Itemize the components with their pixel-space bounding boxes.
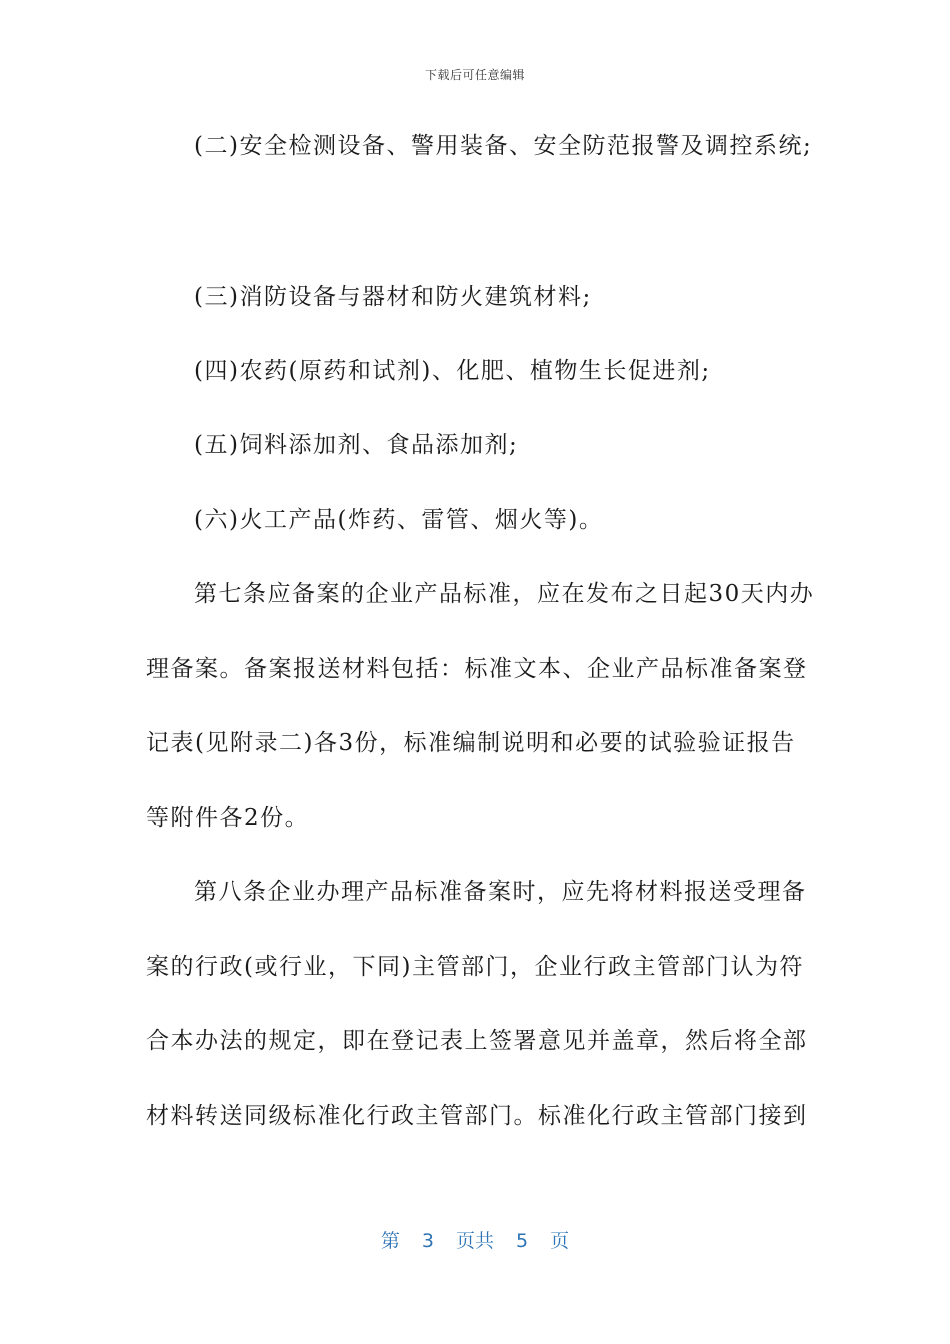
footer-current-page: 3 [421, 1230, 434, 1252]
text-line-3: (四)农药(原药和试剂)、化肥、植物生长促进剂; [194, 358, 711, 384]
text-line-5: (六)火工产品(炸药、雷管、烟火等)。 [194, 507, 604, 533]
page-footer [0, 1226, 950, 1253]
text-line-1: (二)安全检测设备、警用装备、安全防范报警及调控系统; [194, 133, 813, 159]
text-line-12: 合本办法的规定，即在登记表上签署意见并盖章，然后将全部 [146, 1028, 808, 1054]
footer-total-pages: 5 [516, 1230, 529, 1252]
text-line-6: 第七条应备案的企业产品标准，应在发布之日起30天内办 [194, 581, 815, 607]
text-line-7: 理备案。备案报送材料包括：标准文本、企业产品标准备案登 [146, 656, 808, 682]
page-header: 下载后可任意编辑 [424, 68, 525, 82]
text-line-13: 材料转送同级标准化行政主管部门。标准化行政主管部门接到 [146, 1103, 808, 1129]
text-line-2: (三)消防设备与器材和防火建筑材料; [194, 284, 592, 310]
text-line-4: (五)饲料添加剂、食品添加剂; [194, 432, 519, 458]
text-line-11: 案的行政(或行业，下同)主管部门，企业行政主管部门认为符 [146, 954, 804, 980]
text-line-10: 第八条企业办理产品标准备案时，应先将材料报送受理备 [194, 879, 807, 905]
text-line-8: 记表(见附录二)各3份，标准编制说明和必要的试验验证报告 [146, 730, 796, 756]
text-line-9: 等附件各2份。 [146, 805, 310, 831]
footer-middle: 页共 [455, 1230, 494, 1252]
footer-prefix: 第 [380, 1230, 400, 1252]
footer-suffix: 页 [550, 1230, 570, 1252]
